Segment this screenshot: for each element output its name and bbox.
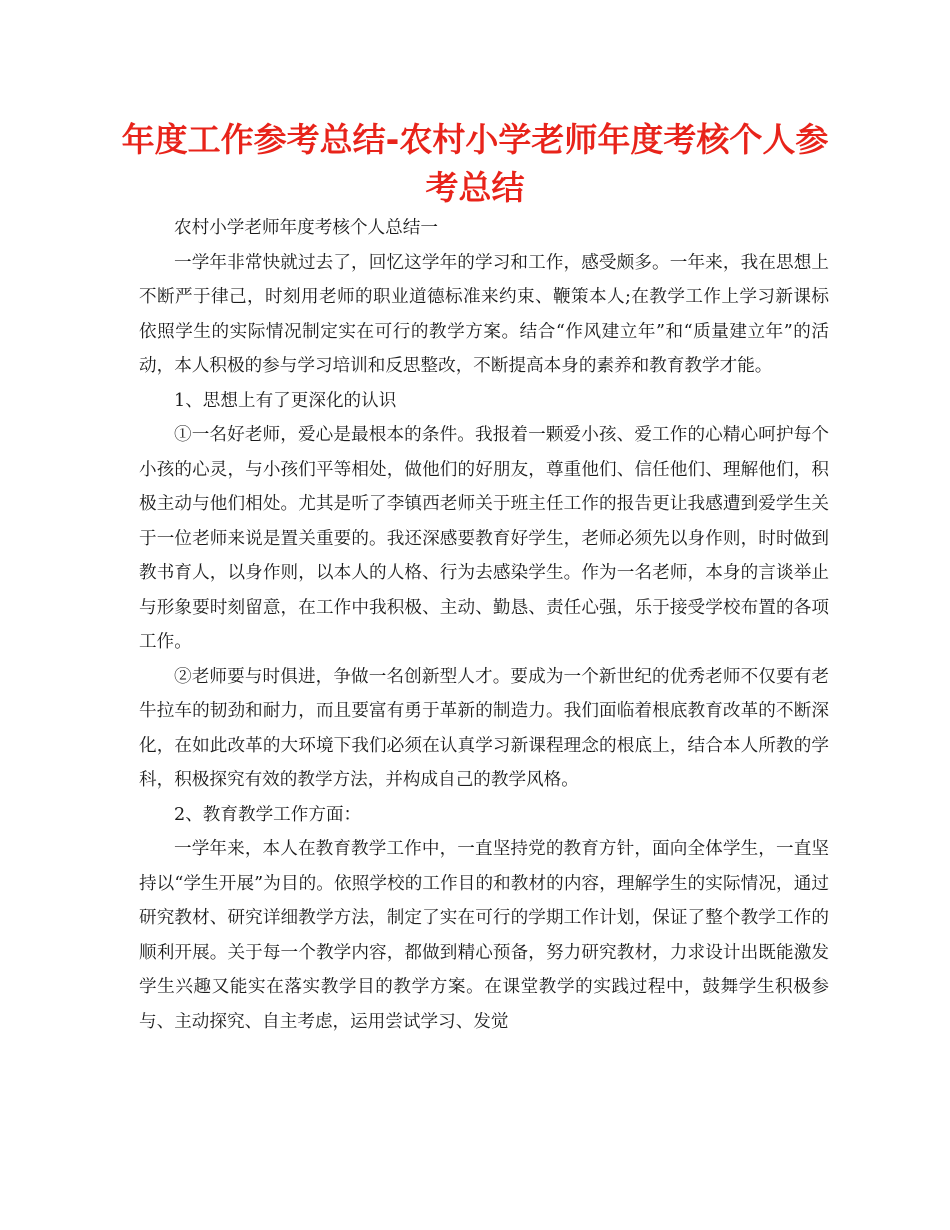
paragraph: ①一名好老师，爱心是最根本的条件。我报着一颗爱小孩、爱工作的心精心呵护每个小孩的心灵，与小孩们平等相处，做他们的好朋友，尊重他们、信任他们、理解他们，积极主动与他们相处。尤其是听了李镇西老师关于班主任工作的报告更让我感遭到爱学生关于一位老师来说是置关重要的。我还深感要教育好学生，老师必须先以身作则，时时做到教书育人，以身作则，以本人的人格、行为去感染学生。作为一名老师，本身的言谈举止与形象要时刻留意，在工作中我积极、主动、勤恳、责任心强，乐于接受学校布置的各项工作。 <box>139 425 829 652</box>
paragraph: 一学年非常快就过去了，回忆这学年的学习和工作，感受颇多。一年来，我在思想上不断严于律己，时刻用老师的职业道德标准来约束、鞭策本人;在教学工作上学习新课标依照学生的实际情况制定实在可行的教学方案。结合“作风建立年”和“质量建立年”的活动，本人积极的参与学习培训和反思整改，不断提高本身的素养和教育教学才能。 <box>139 252 829 376</box>
paragraph: 一学年来，本人在教育教学工作中，一直坚持党的教育方针，面向全体学生，一直坚持以“学生开展”为目的。依照学校的工作目的和教材的内容，理解学生的实际情况，通过研究教材、研究详细教学方法，制定了实在可行的学期工作计划，保证了整个教学工作的顺利开展。关于每一个教学内容，都做到精心预备，努力研究教材，力求设计出既能激发学生兴趣又能实在落实教学目的教学方案。在课堂教学的实践过程中，鼓舞学生积极参与、主动探究、自主考虑，运用尝试学习、发觉 <box>139 839 829 1032</box>
section-heading: 2、教育教学工作方面： <box>174 804 362 825</box>
document-body <box>139 211 829 1039</box>
document-title: 年度工作参考总结-农村小学老师年度考核个人参考总结 <box>121 120 829 207</box>
paragraph: ②老师要与时俱进，争做一名创新型人才。要成为一个新世纪的优秀老师不仅要有老牛拉车的韧劲和耐力，而且要富有勇于革新的制造力。我们面临着根底教育改革的不断深化，在如此改革的大环境下我们必须在认真学习新课程理念的根底上，结合本人所教的学科，积极探究有效的教学方法，并构成自己的教学风格。 <box>139 666 829 790</box>
section-heading: 1、思想上有了更深化的认识 <box>174 390 397 411</box>
section-heading: 农村小学老师年度考核个人总结一 <box>174 218 438 238</box>
